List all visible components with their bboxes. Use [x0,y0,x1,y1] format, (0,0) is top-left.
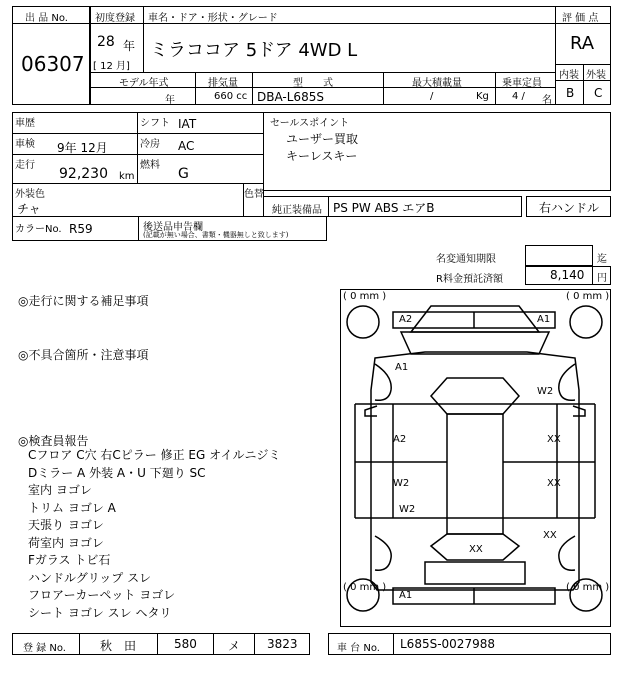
capacity-value: 4 / [512,91,525,102]
equip-label: 純正装備品 [272,205,322,216]
mark-rear-bumper: A1 [399,590,413,601]
mileage-unit: km [119,171,135,182]
chassis-number: L685S-0027988 [400,637,495,651]
inspector-notes [28,446,338,626]
recycle-unit-cell [592,266,611,285]
recycle-value: 8,140 [550,268,585,282]
car-diagram [340,289,611,627]
lot-number-cell [12,23,90,105]
interior-label: 内装 [559,70,579,81]
doc-note: (記載が無い場合、書類・機器無しと致します) [143,231,289,239]
max-load-unit: Kg [476,91,489,102]
note-line: Dミラー A 外装 A・U 下廻り SC [28,465,206,480]
chassis-label: 車 台 No. [337,643,380,654]
doc-label: 後送品申告欄 [143,222,203,233]
car-diagram-svg [341,290,610,626]
reg-kana-cell [213,633,255,655]
equip-label-cell [263,196,329,217]
ac-cell [137,133,264,155]
shift-cell [137,112,264,134]
lot-label: 出 品 No. [25,13,68,24]
ext-color-label: 外装色 [15,189,45,200]
reg-area-cell [79,633,158,655]
reg-month: [ 12 月] [93,61,130,72]
exterior-score-cell [583,80,611,105]
mark-rear-gate: XX [469,544,483,555]
reg-class: 580 [174,637,197,651]
score-label: 評 価 点 [562,13,599,24]
color-change-cell [243,183,264,217]
inspection-value: 9年 12月 [57,141,108,155]
score-label-cell [555,6,611,24]
wheel-rl-label: ( 0 mm ) [343,582,387,593]
capacity-label: 乗車定員 [502,78,542,89]
mark-front-bumper-right: A1 [537,314,551,325]
wheel-rr-label: ( 0 mm ) [566,582,610,593]
max-load-sep: / [430,91,434,102]
reg-label: 登 録 No. [23,643,66,654]
handle-value: 右ハンドル [539,201,600,215]
ext-color-value: チャ [17,202,41,216]
note-line: 室内 ヨゴレ [28,483,92,497]
sales-point-2: キーレスキー [286,149,358,163]
chassis-label-cell [328,633,394,655]
driving-notes-label: ◎走行に関する補足事項 [18,294,149,308]
mark-right-front-door: XX [547,434,561,445]
first-reg-label-cell [90,6,144,24]
rear-gate [425,562,525,584]
displacement-label-cell [195,72,253,88]
fuel-value: G [178,166,189,182]
mark-left-rear-door: W2 [393,478,410,489]
max-load-cell [383,87,496,105]
capacity-cell [495,87,556,105]
note-line: トリム ヨゴレ A [28,500,116,515]
deadline-label: 名変通知期限 [436,254,496,265]
displacement-value: 660 cc [214,91,248,102]
wheel-fl-label: ( 0 mm ) [343,291,387,302]
type-value: DBA-L685S [257,90,324,104]
mark-right-rear-door: XX [547,478,561,489]
shift-value: IAT [178,117,197,131]
history-cell [12,112,138,134]
fuel-cell [137,154,264,184]
reg-kana: メ [228,639,241,653]
model-year-label-cell [90,72,196,88]
type-cell [252,87,384,105]
score-cell [555,23,611,65]
wheel-front-right [570,306,602,338]
ac-value: AC [178,139,195,153]
displacement-label: 排気量 [208,78,238,89]
recycle-label: R料金預託済額 [436,274,503,285]
car-name-label-cell [143,6,556,24]
sales-point-1: ユーザー買取 [286,132,359,146]
roof [447,414,503,534]
score-value: RA [570,33,595,54]
exterior-label: 外装 [586,70,606,81]
handle-cell [526,196,611,217]
wheel-front-left [347,306,379,338]
note-line: ハンドルグリップ スレ [28,570,152,585]
note-line: 荷室内 ヨゴレ [28,535,104,550]
inspection-cell [12,133,138,155]
capacity-unit: 名 [542,95,552,106]
car-name-label: 車名・ドア・形状・グレード [148,13,278,24]
model-year-unit: 年 [165,95,175,106]
equip-value: PS PW ABS エアB [333,201,435,215]
mark-right-quarter: XX [543,530,557,541]
inspector-notes-label: ◎検査員報告 [18,434,89,448]
reg-number: 3823 [267,637,298,651]
color-change-label: 色替 [244,189,264,200]
first-reg-label: 初度登録 [95,13,135,24]
ac-label: 冷房 [140,139,160,150]
exterior-score: C [594,86,603,100]
car-name: ミラココア 5ドア 4WD L [150,40,358,61]
lot-label-cell [12,6,90,24]
mileage-label: 走行 [15,160,35,171]
model-year-label: モデル年式 [119,78,169,89]
mark-right-fender: W2 [537,386,554,397]
wheel-fr-label: ( 0 mm ) [566,291,610,302]
mark-left-fender: A1 [395,362,409,373]
color-no-cell [12,216,139,241]
windshield [431,378,519,414]
note-line: Cフロア C穴 右Cピラー 修正 EG オイルニジミ [28,448,281,462]
history-label: 車歴 [15,118,35,129]
deadline-cell [525,245,593,266]
reg-area: 秋 田 [100,639,137,653]
color-no-value: R59 [69,222,93,236]
interior-label-cell [555,64,584,81]
note-line: シート ヨゴレ スレ ヘタリ [28,605,172,620]
interior-score-cell [555,80,584,105]
reg-label-cell [12,633,80,655]
recycle-cell [525,266,593,285]
mark-left-front-door: A2 [393,434,407,445]
sales-point-cell [263,112,611,191]
note-line: フロアーカーペット ヨゴレ [28,588,176,602]
reg-year-unit: 年 [123,39,136,53]
note-line: 天張り ヨゴレ [28,518,104,532]
color-no-label: カラーNo. [15,224,62,235]
inspection-label: 車検 [15,139,35,150]
max-load-label-cell [383,72,496,88]
doc-cell [138,216,327,241]
chassis-cell [393,633,611,655]
mileage-cell [12,154,138,184]
mileage-value: 92,230 [59,166,108,182]
max-load-label: 最大積載量 [412,78,462,89]
note-line: Fガラス トビ石 [28,553,111,567]
shift-label: シフト [140,118,170,129]
ext-color-cell [12,183,244,217]
sales-point-label: セールスポイント [270,118,350,129]
lot-number: 06307 [21,52,85,76]
reg-year: 28 [97,34,115,50]
deadline-unit: 迄 [597,254,607,265]
mark-left-quarter: W2 [399,504,416,515]
reg-class-cell [157,633,214,655]
car-name-cell [143,23,556,73]
interior-score: B [566,86,575,100]
defect-notes-label: ◎不具合箇所・注意事項 [18,348,149,362]
reg-num-cell [254,633,310,655]
equip-cell [328,196,522,217]
type-label: 型 式 [293,78,333,89]
model-year-cell [90,87,196,105]
mark-front-bumper-left: A2 [399,314,413,325]
capacity-label-cell [495,72,556,88]
type-label-cell [252,72,384,88]
displacement-cell [195,87,253,105]
recycle-unit: 円 [597,273,607,284]
fuel-label: 燃料 [140,160,160,171]
exterior-label-cell [583,64,611,81]
first-reg-cell [90,23,144,73]
